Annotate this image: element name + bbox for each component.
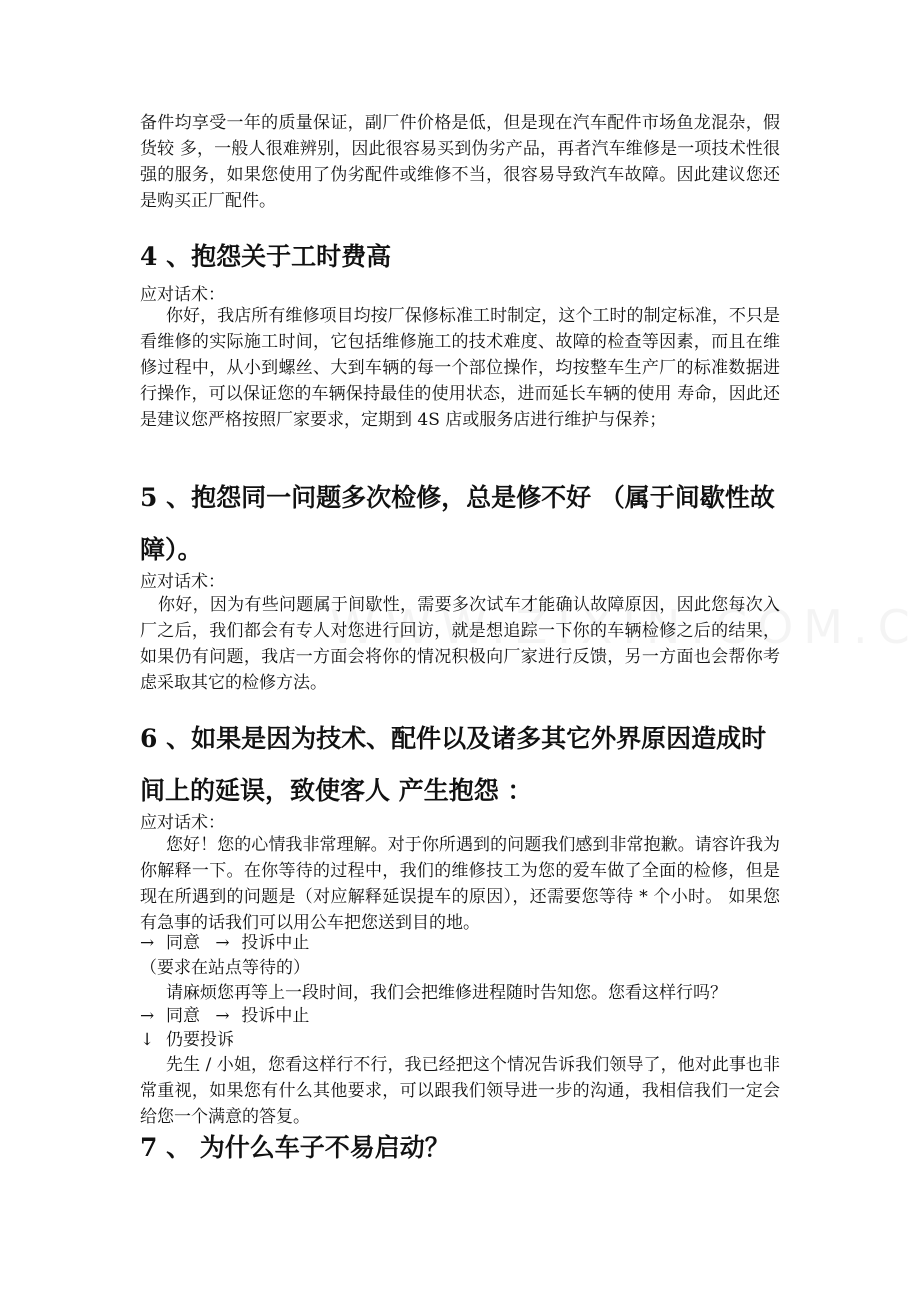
flow-end-label: 投诉中止: [241, 933, 310, 953]
right-arrow-icon: →: [140, 1006, 155, 1026]
right-arrow-icon: →: [140, 933, 155, 953]
section-7-heading: 7 、 为什么车子不易启动？: [140, 1133, 450, 1162]
flow-end-label: 投诉中止: [241, 1006, 310, 1026]
section-4-heading: 4 、抱怨关于工时费高: [140, 242, 392, 271]
flow-complain-line: [140, 1028, 234, 1052]
intro-paragraph: 备件均享受一年的质量保证，副厂件价格是低，但是现在汽车配件市场鱼龙混杂，假货较 多，一般人很难辨别，因此很容易买到伪劣产品，再者汽车维修是一项技术性很强的服务，如果您使用了伪劣配件或维修不当，很容易导致汽车故障。因此建议您还 是购买正厂配件。: [140, 113, 780, 211]
section-6-heading: 6 、如果是因为技术、配件以及诸多其它外界原因造成时间上的延误，致使客人 产生抱怨 ：: [140, 724, 767, 805]
right-arrow-icon: →: [215, 933, 230, 953]
section-4-label: 应对话术：: [140, 285, 225, 305]
flow-agree-label: 同意: [166, 933, 200, 953]
flow-complain-label: 仍要投诉: [166, 1030, 234, 1050]
section-4-body: 你好，我店所有维修项目均按厂保修标准工时制定，这个工时的制定标准，不只是看维修的实际施工时间，它包括维修施工的技术难度、故障的检查等因素，而且在维修过程中，从小到螺丝、大到车辆的每一个部位操作，均按整车生产厂的标准数据进行操作，可以保证您的车辆保持最佳的使用状态，进而延长车辆的使用 寿命，因此还是建议您严格按照厂家要求，定期到 4S 店或服务店进行维护与保养；: [140, 306, 780, 430]
right-arrow-icon: →: [215, 1006, 230, 1026]
section-6-body-3: 先生 / 小姐，您看这样行不行，我已经把这个情况告诉我们领导了，他对此事也非常重视，如果您有什么其他要求，可以跟我们领导进一步的沟通，我相信我们一定会给您一个满意的答复。: [140, 1055, 780, 1127]
section-6-body: 您好！您的心情我非常理解。对于你所遇到的问题我们感到非常抱歉。请容许我为你解释一下。在你等待的过程中，我们的维修技工为您的爱车做了全面的检修，但是现在所遇到的问题是（对应解释延误提车的原因），还需要您等待 * 个小时。 如果您有急事的话我们可以用公车把您送到目的地。: [140, 835, 780, 933]
flow-agree-label: 同意: [166, 1006, 200, 1026]
flow-agree-line-1: [140, 931, 309, 955]
flow-note: （要求在站点等待的）: [140, 958, 310, 978]
section-5-body: 你好，因为有些问题属于间歇性，需要多次试车才能确认故障原因，因此您每次入厂之后，我们都会有专人对您进行回访，就是想追踪一下你的车辆检修之后的结果，如果仍有问题，我店一方面会将你的情况积极向厂家进行反馈，另一方面也会帮你考虑采取其它的检修方法。: [140, 595, 780, 693]
down-arrow-icon: ↓: [140, 1030, 155, 1050]
section-6-label: 应对话术：: [140, 813, 225, 833]
section-5-heading: 5 、抱怨同一问题多次检修，总是修不好 （属于间歇性故障）。: [140, 483, 775, 564]
section-6-body-2: 请麻烦您再等上一段时间，我们会把维修进程随时告知您。您看这样行吗？: [166, 983, 727, 1003]
section-5-label: 应对话术：: [140, 572, 225, 592]
flow-agree-line-2: [140, 1004, 309, 1028]
